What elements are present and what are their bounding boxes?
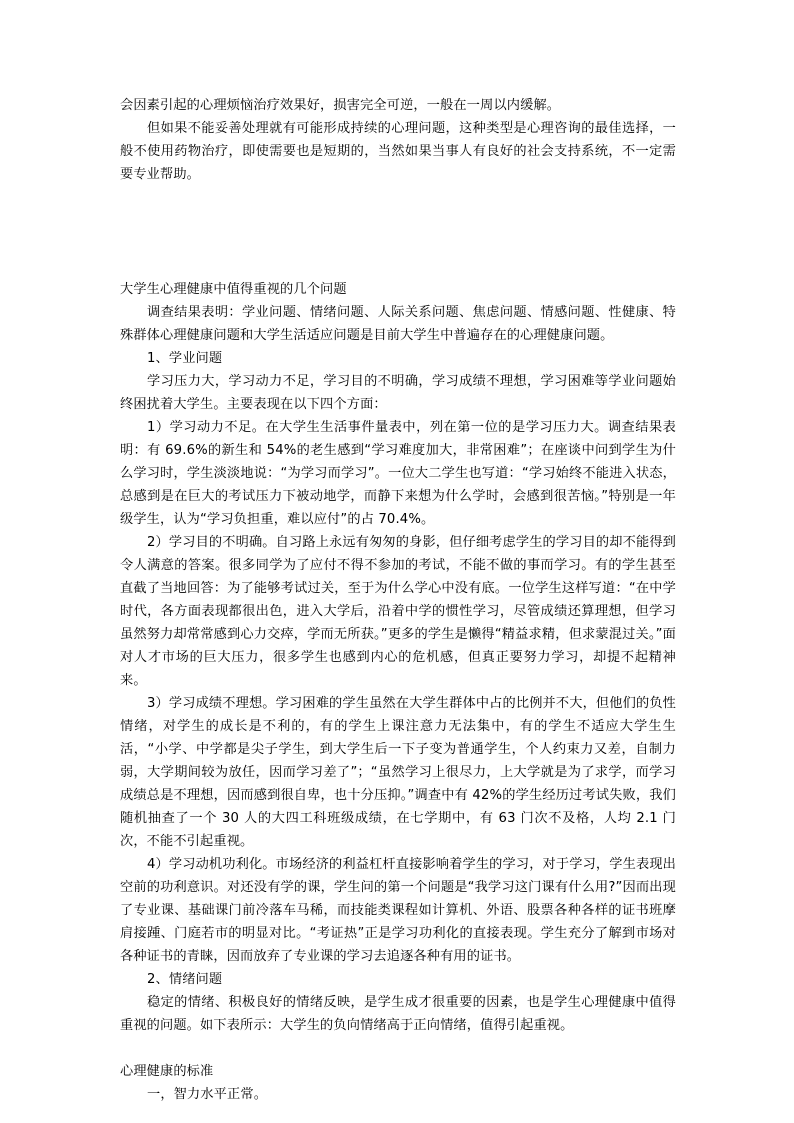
list-item: 3）学习成绩不理想。学习困难的学生虽然在大学生群体中占的比例并不大，但他们的负性情绪，对学生的成长是不利的，有的学生上课注意力无法集中，有的学生不适应大学生生活，“小学、中学都是尖子学生，到大学生后一下子变为普通学生，个人约束力又差，自制力弱，大学期间较为放任，因而学习差了”；“虽然学习上很尽力，上大学就是为了求学，而学习成绩总是不理想，因而感到很自卑，也十分压抑。”调查中有 42%的学生经历过考试失败，我们随机抽查了一个 30 人的大四工科班级成绩，在七学期中，有 63 门次不及格，人均 2.1 门次，不能不引起重视。 bbox=[120, 696, 676, 849]
list-item: 2）学习目的不明确。自习路上永远有匆匆的身影，但仔细考虑学生的学习目的却不能得到令人满意的答案。很多同学为了应付不得不参加的考试，不能不做的事而学习。有的学生甚至直截了当地回答：为了能够考试过关，至于为什么学心中没有底。一位学生这样写道：“在中学时代，各方面表现都很出色，进入大学后，沿着中学的惯性学习，尽管成绩还算理想，但学习虽然努力却常常感到心力交瘁，学而无所获。”更多的学生是懒得“精益求精，但求蒙混过关。”面对人才市场的巨大压力，很多学生也感到内心的危机感，但真正要努力学习，却提不起精神来。 bbox=[120, 535, 676, 688]
subsection-title: 2、情绪问题 bbox=[147, 972, 223, 987]
subsection-title: 1、学业问题 bbox=[147, 351, 223, 366]
spacer bbox=[120, 1037, 676, 1060]
section-title: 心理健康的标准 bbox=[120, 1064, 214, 1079]
paragraph: 学习压力大，学习动力不足，学习目的不明确，学习成绩不理想，学习困难等学业问题始终困扰着大学生。主要表现在以下四个方面： bbox=[120, 374, 676, 412]
document-page bbox=[120, 94, 676, 1106]
list-item: 一，智力水平正常。 bbox=[147, 1087, 268, 1102]
paragraph: 会因素引起的心理烦恼治疗效果好，损害完全可逆，一般在一周以内缓解。 bbox=[120, 98, 561, 113]
spacer bbox=[120, 186, 676, 278]
paragraph: 调查结果表明：学业问题、情绪问题、人际关系问题、焦虑问题、情感问题、性健康、特殊群体心理健康问题和大学生活适应问题是目前大学生中普遍存在的心理健康问题。 bbox=[120, 305, 676, 343]
paragraph: 但如果不能妥善处理就有可能形成持续的心理问题，这种类型是心理咨询的最佳选择，一般不使用药物治疗，即使需要也是短期的，当然如果当事人有良好的社会支持系统，不一定需要专业帮助。 bbox=[120, 121, 676, 182]
list-item: 4）学习动机功利化。市场经济的利益杠杆直接影响着学生的学习，对于学习，学生表现出空前的功利意识。对还没有学的课，学生问的第一个问题是“我学习这门课有什么用?”因而出现了专业课、基础课门前冷落车马稀，而技能类课程如计算机、外语、股票各种各样的证书班摩肩接踵、门庭若市的明显对比。“考证热”正是学习功利化的直接表现。学生充分了解到市场对各种证书的青睐，因而放弃了专业课的学习去追逐各种有用的证书。 bbox=[120, 857, 676, 964]
section-title: 大学生心理健康中值得重视的几个问题 bbox=[120, 282, 347, 297]
paragraph: 稳定的情绪、积极良好的情绪反映，是学生成才很重要的因素，也是学生心理健康中值得重视的问题。如下表所示：大学生的负向情绪高于正向情绪，值得引起重视。 bbox=[120, 995, 676, 1033]
list-item: 1）学习动力不足。在大学生生活事件量表中，列在第一位的是学习压力大。调查结果表明：有 69.6%的新生和 54%的老生感到“学习难度加大，非常困难”；在座谈中问到学生为什么学习时，学生淡淡地说：“为学习而学习”。一位大二学生也写道：“学习始终不能进入状态，总感到是在巨大的考试压力下被动地学，而静下来想为什么学时，会感到很苦恼。”特别是一年级学生，认为“学习负担重，难以应付”的占 70.4%。 bbox=[120, 420, 676, 527]
